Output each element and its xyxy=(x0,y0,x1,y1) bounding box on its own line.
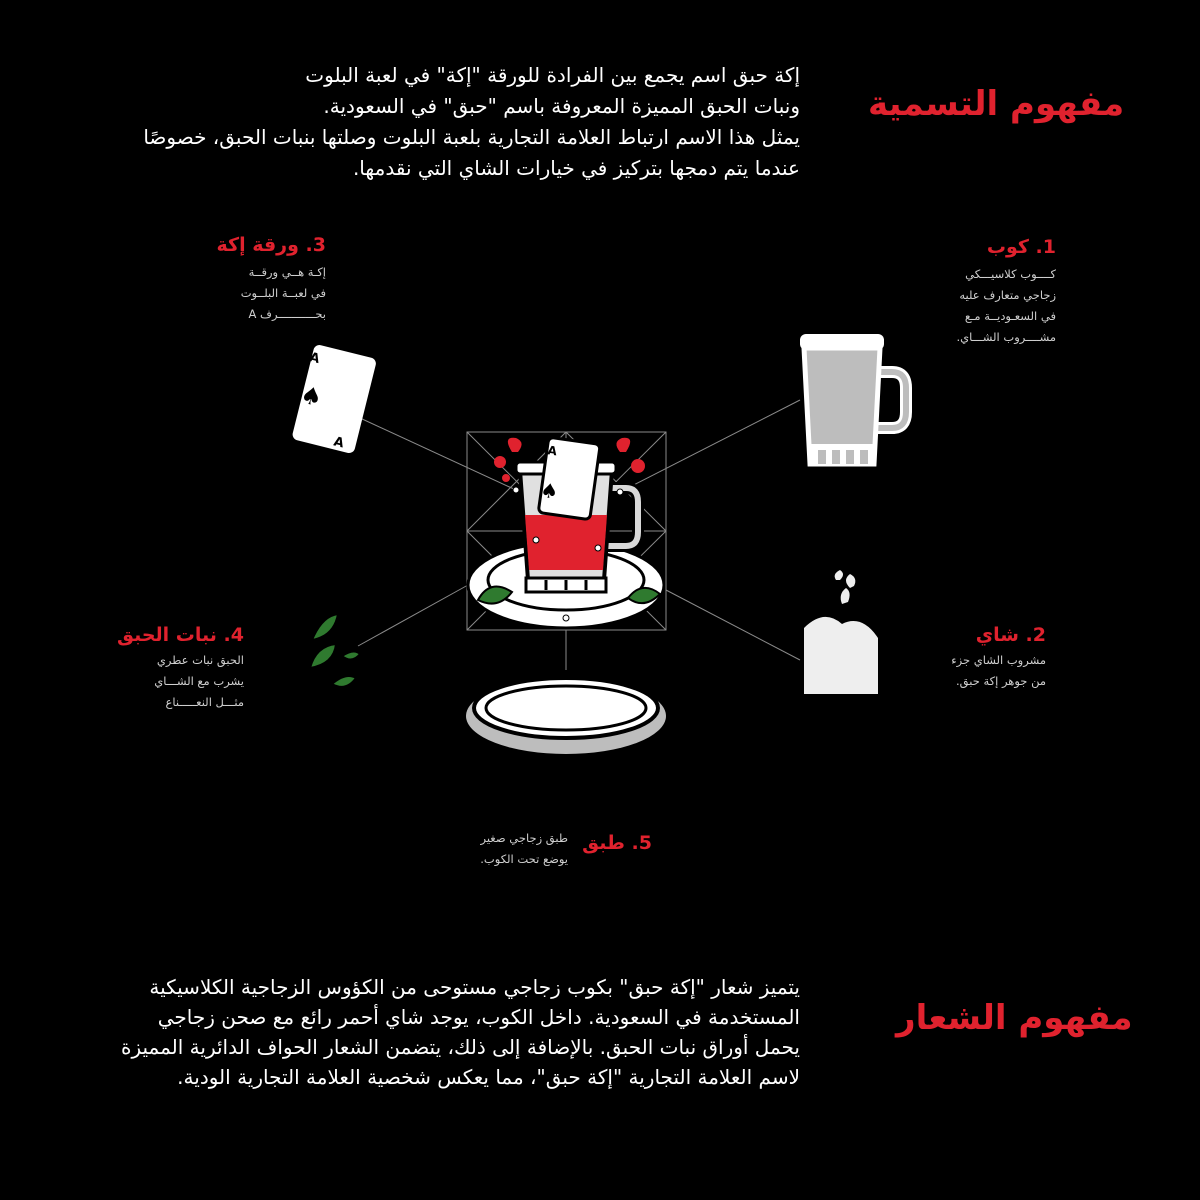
naming-line: إكة حبق اسم يجمع بين الفرادة للورقة "إكة" في لعبة البلوت xyxy=(305,63,800,87)
desc-line: في السعـوديــة مـع xyxy=(964,309,1056,323)
component-title: 3. ورقة إكة xyxy=(216,234,326,256)
svg-text:A: A xyxy=(332,434,346,452)
logo-concept-paragraph xyxy=(100,972,800,1092)
tea-illustration xyxy=(804,570,878,694)
desc-line: من جوهر إكة حبق. xyxy=(955,674,1046,688)
logo-concept-line: يحمل أوراق نبات الحبق. بالإضافة إلى ذلك، يتضمن الشعار الحواف الدائرية المميزة xyxy=(120,1035,800,1059)
desc-line: زجاجي متعارف عليه xyxy=(959,288,1056,302)
desc-line: في لعبــة البلــوت xyxy=(240,286,326,300)
component-desc xyxy=(896,264,1056,348)
desc-line: يوضع تحت الكوب. xyxy=(480,852,568,866)
logo-concept-line: يتميز شعار "إكة حبق" بكوب زجاجي مستوحى من الكؤوس الزجاجية الكلاسيكية xyxy=(149,975,800,999)
svg-text:♠: ♠ xyxy=(538,477,560,504)
naming-line: ونبات الحبق المميزة المعروفة باسم "حبق" في السعودية. xyxy=(323,94,800,118)
logo-concept-line: لاسم العلامة التجارية "إكة حبق"، مما يعكس شخصية العلامة التجارية الودية. xyxy=(177,1065,800,1089)
component-plate-desc xyxy=(438,828,568,870)
mug-illustration xyxy=(800,334,906,466)
desc-line: طبق زجاجي صغير xyxy=(480,831,568,845)
desc-line: مشروب الشاي جزء xyxy=(951,653,1046,667)
naming-line: عندما يتم دمجها بتركيز في خيارات الشاي التي نقدمها. xyxy=(352,156,800,180)
naming-paragraph xyxy=(100,60,800,184)
component-desc xyxy=(84,650,244,713)
svg-text:A: A xyxy=(546,443,558,459)
component-title: 5. طبق xyxy=(582,832,652,854)
svg-text:♠: ♠ xyxy=(297,380,326,413)
svg-text:A: A xyxy=(307,350,322,368)
component-mug xyxy=(896,236,1056,348)
component-tea xyxy=(886,624,1046,692)
logo-mark xyxy=(468,437,664,628)
ace-card-illustration xyxy=(289,343,377,454)
naming-line: يمثل هذا الاسم ارتباط العلامة التجارية بلعبة البلوت وصلتها بنبات الحبق، خصوصًا xyxy=(143,125,800,149)
naming-heading: مفهوم التسمية xyxy=(868,84,1125,124)
desc-line: إكـة هــي ورقــة xyxy=(248,265,326,279)
logo-concept-heading: مفهوم الشعار xyxy=(896,998,1133,1038)
desc-line: بحـــــــــــرف A xyxy=(248,307,326,321)
component-title: 4. نبات الحبق xyxy=(116,624,244,646)
logo-concept-line: المستخدمة في السعودية. داخل الكوب، يوجد شاي أحمر رائع مع صحن زجاجي xyxy=(157,1005,800,1029)
component-title: 1. كوب xyxy=(986,236,1056,258)
basil-illustration xyxy=(310,614,360,687)
component-plate-title-wrap xyxy=(572,832,652,854)
desc-line: كــــوب كلاسيـــكي xyxy=(965,267,1056,281)
component-basil xyxy=(84,624,244,713)
component-ace-card xyxy=(166,234,326,325)
plate-illustration xyxy=(466,678,666,754)
component-title: 2. شاي xyxy=(975,624,1046,646)
component-desc xyxy=(166,262,326,325)
desc-line: يشرب مع الشـــاي xyxy=(154,674,244,688)
component-desc xyxy=(886,650,1046,692)
desc-line: الحبق نبات عطري xyxy=(156,653,244,667)
desc-line: مثـــل النعـــــناع xyxy=(165,695,244,709)
desc-line: مشــــروب الشـــاي. xyxy=(956,330,1056,344)
